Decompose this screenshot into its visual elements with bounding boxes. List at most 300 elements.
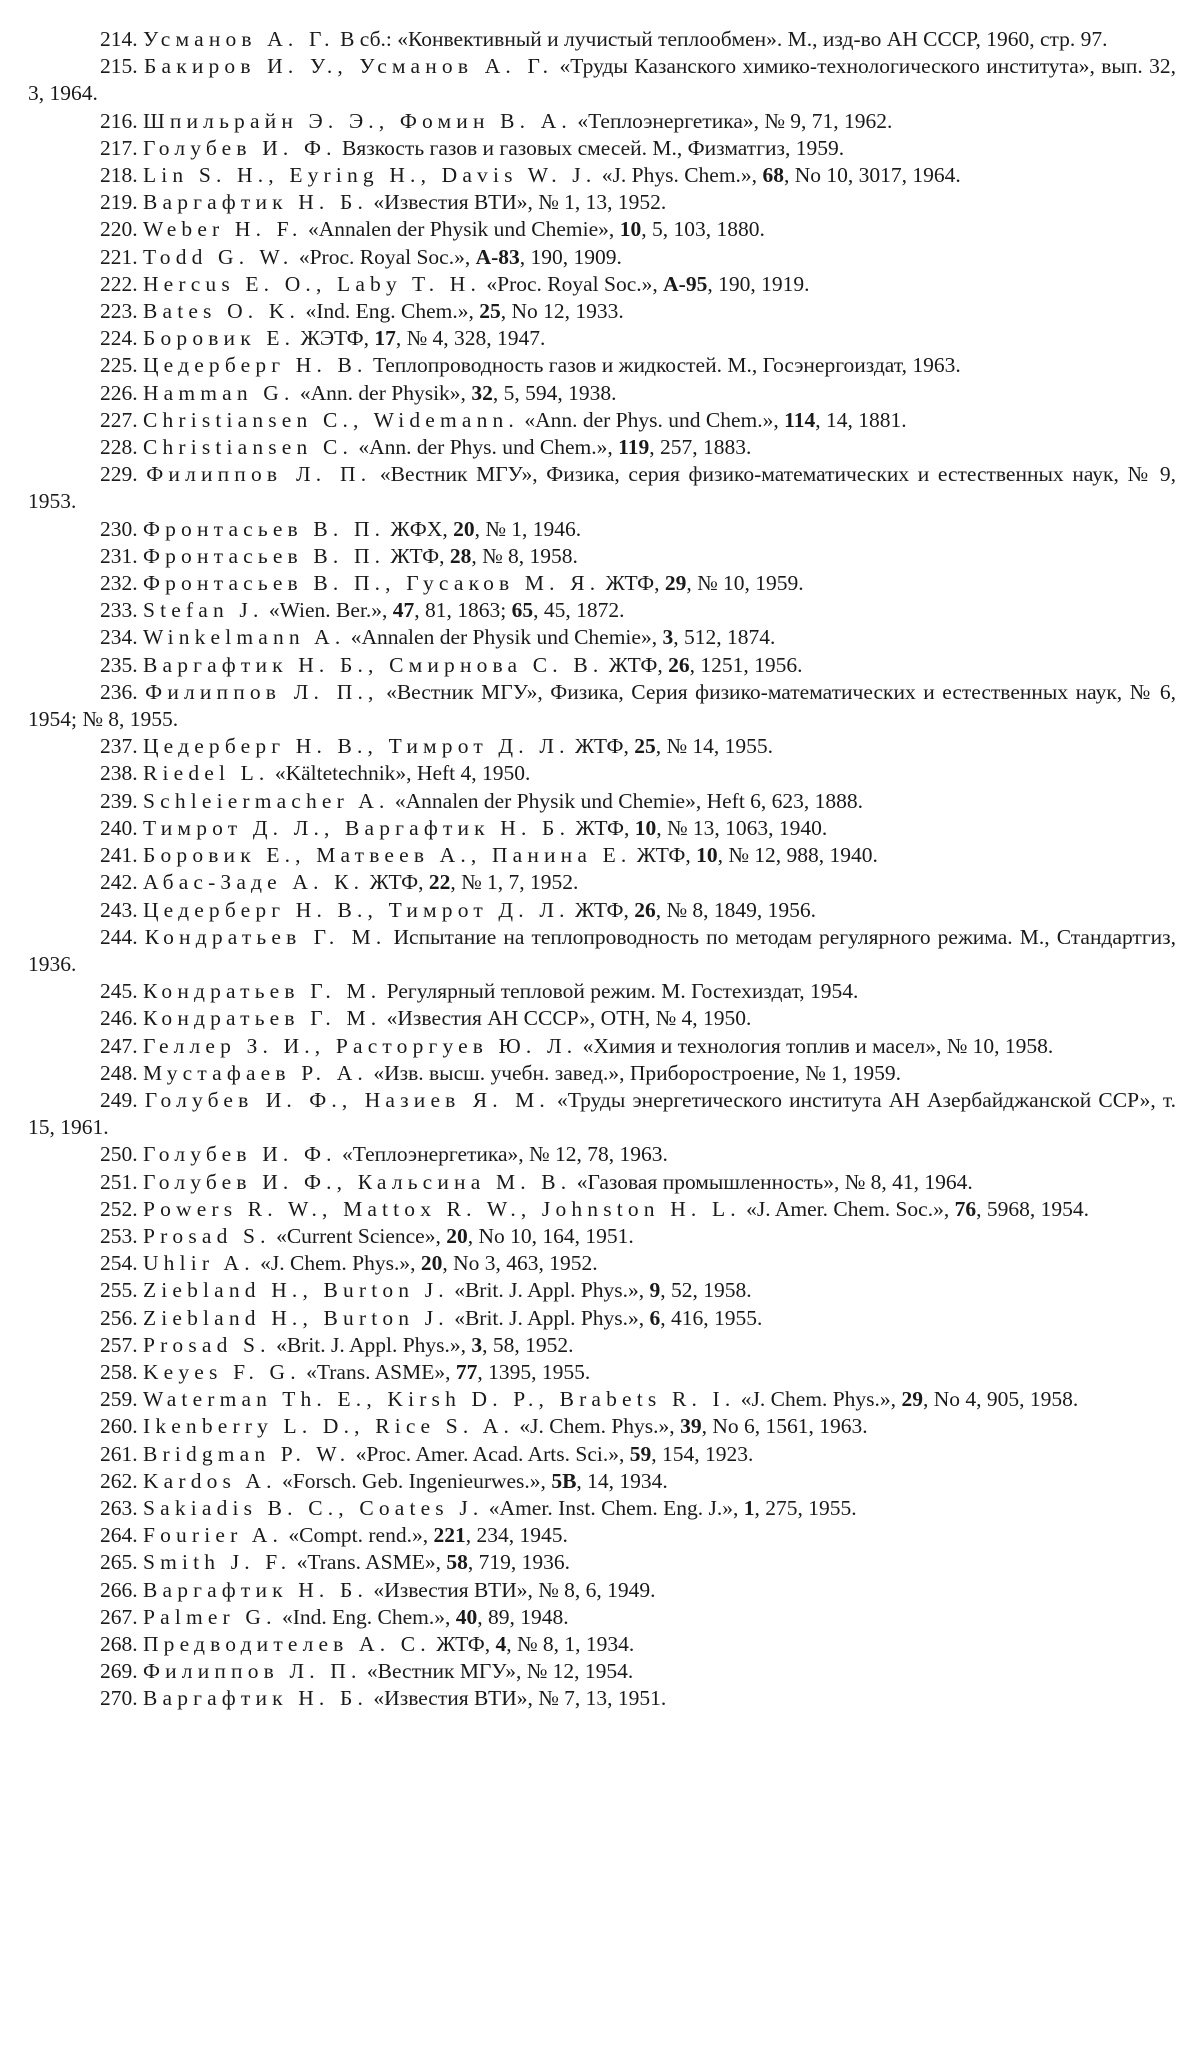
reference-number: 264. [100, 1523, 138, 1548]
reference-volume: 10 [619, 217, 642, 242]
reference-item [28, 1685, 1176, 1712]
reference-text: «Вестник МГУ», Физика, Серия физико-математических и естественных наук, № 6, 1954; № 8, 1955. [28, 679, 1177, 732]
reference-authors: Фронтасьев В. П., Гусаков М. Я. [143, 571, 601, 596]
reference-text: «Proc. Amer. Acad. Arts. Sci.», [350, 1441, 630, 1466]
reference-volume: 3 [471, 1332, 483, 1357]
reference-item [28, 652, 1176, 679]
reference-authors: Боровик Е. [143, 326, 296, 351]
reference-text: «Annalen der Physik und Chemie», Heft 6, 623, 1888. [389, 788, 864, 813]
reference-number: 216. [100, 108, 138, 133]
reference-number: 258. [100, 1359, 138, 1384]
reference-item [28, 407, 1176, 434]
reference-text: «Annalen der Physik und Chemie», [345, 625, 663, 650]
reference-item [28, 26, 1176, 53]
reference-authors: Кондратьев Г. М. [143, 979, 382, 1004]
reference-number: 219. [100, 190, 138, 215]
reference-item [28, 1169, 1176, 1196]
reference-text: «Proc. Royal Soc.», [481, 271, 664, 296]
reference-item [28, 352, 1176, 379]
reference-text: «Brit. J. Appl. Phys.», [270, 1332, 472, 1357]
reference-item [28, 1250, 1176, 1277]
reference-authors: Цедерберг Н. В., Тимрот Д. Л. [143, 734, 570, 759]
reference-number: 230. [100, 516, 138, 541]
reference-number: 217. [100, 135, 138, 160]
reference-volume: 68 [762, 163, 784, 188]
reference-authors: Fourier A. [143, 1523, 283, 1548]
reference-volume: 114 [784, 407, 816, 432]
reference-number: 248. [100, 1060, 138, 1085]
reference-volume: 5B [551, 1468, 577, 1493]
reference-number: 225. [100, 353, 138, 378]
reference-volume: 9 [649, 1278, 661, 1303]
reference-text: «Annalen der Physik und Chemie», [302, 217, 620, 242]
reference-number: 229. [100, 462, 138, 487]
reference-authors: Филиппов Л. П. [143, 1659, 362, 1684]
reference-text: ЖТФ, [569, 734, 635, 759]
reference-text: «Proc. Royal Soc.», [293, 244, 476, 269]
reference-authors: Sakiadis B. C., Coates J. [143, 1495, 484, 1520]
reference-item [28, 244, 1176, 271]
reference-text: , № 1, 7, 1952. [450, 870, 579, 895]
reference-text: «J. Amer. Chem. Soc.», [740, 1196, 955, 1221]
reference-number: 250. [100, 1142, 138, 1167]
reference-text: «Труды Казанского химико-технологического института», вып. 32, 3, 1964. [28, 54, 1177, 106]
reference-text: «Известия АН СССР», ОТН, № 4, 1950. [381, 1006, 752, 1031]
reference-number: 260. [100, 1414, 138, 1439]
reference-text: , No 10, 3017, 1964. [783, 163, 961, 188]
reference-item [28, 1359, 1176, 1386]
reference-volume: 77 [455, 1359, 478, 1384]
reference-text: , 512, 1874. [673, 625, 776, 650]
reference-item [28, 135, 1176, 162]
reference-text: «J. Chem. Phys.», [735, 1387, 902, 1412]
reference-authors: Palmer G. [143, 1604, 277, 1629]
reference-authors: Цедерберг Н. В. [143, 353, 368, 378]
reference-text: , No 12, 1933. [500, 299, 624, 324]
reference-authors: Todd G. W. [143, 244, 294, 269]
reference-item [28, 1549, 1176, 1576]
reference-text: «Brit. J. Appl. Phys.», [448, 1278, 650, 1303]
reference-text: ЖТФ, [631, 843, 697, 868]
reference-text: «Trans. ASME», [300, 1359, 456, 1384]
reference-item [28, 1468, 1176, 1495]
reference-volume: 28 [449, 543, 472, 568]
reference-text: «Ind. Eng. Chem.», [300, 299, 480, 324]
reference-text: , № 8, 1958. [471, 543, 578, 568]
reference-number: 220. [100, 217, 138, 242]
reference-authors: Цедерберг Н. В., Тимрот Д. Л. [143, 897, 570, 922]
reference-authors: Ziebland H., Burton J. [143, 1278, 449, 1303]
reference-number: 226. [100, 380, 138, 405]
reference-text: , № 12, 988, 1940. [717, 843, 878, 868]
reference-text: , No 10, 164, 1951. [467, 1223, 634, 1248]
reference-number: 235. [100, 652, 138, 677]
reference-text: , № 10, 1959. [686, 571, 804, 596]
reference-text: «Forsch. Geb. Ingenieurwes.», [276, 1468, 552, 1493]
reference-authors: Тимрот Д. Л., Варгафтик Н. Б. [143, 815, 571, 840]
reference-number: 215. [100, 54, 138, 79]
reference-text: , 14, 1881. [815, 407, 907, 432]
reference-number: 234. [100, 625, 138, 650]
reference-volume: 25 [634, 734, 656, 759]
reference-text: , 5968, 1954. [976, 1196, 1089, 1221]
reference-item [28, 570, 1176, 597]
reference-item [28, 271, 1176, 298]
reference-authors: Варгафтик Н. Б. [143, 190, 369, 215]
reference-volume: 59 [629, 1441, 652, 1466]
reference-authors: Waterman Th. E., Kirsh D. P., Brabets R. I. [143, 1387, 736, 1412]
reference-number: 267. [100, 1604, 138, 1629]
reference-item [28, 760, 1176, 787]
reference-item [28, 189, 1176, 216]
reference-item [28, 162, 1176, 189]
reference-text: «Известия ВТИ», № 7, 13, 1951. [368, 1686, 667, 1711]
reference-volume: 10 [696, 843, 718, 868]
reference-number: 238. [100, 761, 138, 786]
reference-authors: Голубев И. Ф., Кальсина М. В. [143, 1169, 572, 1194]
reference-authors: Абас-Заде А. К. [143, 870, 365, 895]
reference-authors: Uhlir A. [143, 1251, 255, 1276]
reference-text: «Trans. ASME», [291, 1550, 447, 1575]
reference-number: 244. [100, 924, 138, 949]
reference-item [28, 924, 1176, 978]
reference-text: «Current Science», [270, 1223, 447, 1248]
reference-item [28, 1413, 1176, 1440]
reference-volume: A-95 [663, 271, 708, 296]
reference-volume: 1 [743, 1495, 755, 1520]
reference-authors: Kardos A. [143, 1468, 277, 1493]
reference-volume: 17 [374, 326, 396, 351]
reference-authors: Варгафтик Н. Б., Смирнова С. В. [143, 652, 604, 677]
reference-text: , 5, 103, 1880. [641, 217, 765, 242]
reference-authors: Ziebland H., Burton J. [143, 1305, 449, 1330]
reference-text: , 234, 1945. [465, 1523, 568, 1548]
reference-number: 269. [100, 1659, 138, 1684]
reference-item [28, 978, 1176, 1005]
reference-number: 227. [100, 407, 138, 432]
reference-text: , 190, 1909. [519, 244, 622, 269]
reference-text: , № 1, 1946. [474, 516, 582, 541]
reference-volume: 20 [420, 1251, 443, 1276]
reference-authors: Keyes F. G. [143, 1359, 301, 1384]
reference-text: , 1395, 1955. [477, 1359, 591, 1384]
reference-text: , № 14, 1955. [655, 734, 774, 759]
reference-volume: 25 [479, 299, 501, 324]
reference-number: 249. [100, 1087, 138, 1112]
reference-text: «Вестник МГУ», № 12, 1954. [361, 1659, 634, 1684]
reference-authors: Bates O. K. [143, 299, 301, 324]
reference-volume: 39 [680, 1414, 702, 1439]
reference-number: 259. [100, 1387, 138, 1412]
reference-text: , 14, 1934. [576, 1468, 668, 1493]
reference-volume: 29 [901, 1387, 923, 1412]
reference-item [28, 1495, 1176, 1522]
reference-volume: 22 [428, 870, 451, 895]
reference-number: 263. [100, 1495, 138, 1520]
reference-item [28, 1196, 1176, 1223]
reference-item [28, 869, 1176, 896]
reference-number: 237. [100, 734, 138, 759]
reference-text: , 416, 1955. [660, 1305, 763, 1330]
reference-item [28, 1305, 1176, 1332]
reference-text: , 719, 1936. [467, 1550, 570, 1575]
reference-text: ЖТФ, [569, 897, 635, 922]
reference-item [28, 679, 1176, 733]
reference-item [28, 1658, 1176, 1685]
reference-authors: Winkelmann A. [143, 625, 346, 650]
reference-authors: Hamman G. [143, 380, 295, 405]
reference-volume: 4 [495, 1631, 507, 1656]
reference-text: «Газовая промышленность», № 8, 41, 1964. [571, 1169, 973, 1194]
reference-number: 232. [100, 571, 138, 596]
reference-text: ЖТФ, [603, 652, 669, 677]
reference-text: «Amer. Inst. Chem. Eng. J.», [483, 1495, 744, 1520]
reference-item [28, 1033, 1176, 1060]
reference-text: , № 13, 1063, 1940. [656, 815, 828, 840]
reference-authors: Riedel L. [143, 761, 270, 786]
reference-volume: 58 [446, 1550, 468, 1575]
reference-item [28, 298, 1176, 325]
reference-authors: Bridgman P. W. [143, 1441, 351, 1466]
reference-item [28, 1141, 1176, 1168]
reference-item [28, 1223, 1176, 1250]
reference-text: ЖТФ, [385, 543, 450, 568]
reference-item [28, 733, 1176, 760]
reference-number: 228. [100, 435, 138, 460]
reference-authors: Prosad S. [143, 1223, 271, 1248]
reference-item [28, 543, 1176, 570]
reference-text: ЖТФ, [600, 571, 665, 596]
reference-number: 214. [100, 27, 138, 51]
reference-text: «Ind. Eng. Chem.», [276, 1604, 456, 1629]
reference-volume: A-83 [475, 244, 520, 269]
reference-text: , No 4, 905, 1958. [922, 1387, 1079, 1412]
reference-item [28, 624, 1176, 651]
reference-authors: Боровик Е., Матвеев А., Панина Е. [143, 843, 632, 868]
reference-number: 242. [100, 870, 138, 895]
reference-text: «Ann. der Phys. und Chem.», [352, 435, 619, 460]
reference-authors: Powers R. W., Mattox R. W., Johnston H. L. [143, 1196, 741, 1221]
reference-item [28, 1277, 1176, 1304]
reference-authors: Фронтасьев В. П. [143, 516, 386, 541]
reference-volume: 76 [954, 1196, 977, 1221]
reference-item [28, 108, 1176, 135]
reference-item [28, 1060, 1176, 1087]
reference-text: Вязкость газов и газовых смесей. М., Физматгиз, 1959. [336, 135, 845, 160]
reference-item [28, 325, 1176, 352]
reference-number: 218. [100, 163, 138, 188]
reference-text: «Теплоэнергетика», № 9, 71, 1962. [571, 108, 893, 133]
reference-item [28, 1332, 1176, 1359]
reference-authors: Голубев И. Ф. [143, 135, 337, 160]
reference-text: , № 4, 328, 1947. [395, 326, 546, 351]
reference-item [28, 842, 1176, 869]
reference-authors: Hercus E. O., Laby T. H. [143, 271, 481, 296]
reference-text: , № 8, 1, 1934. [506, 1631, 635, 1656]
reference-item [28, 461, 1176, 515]
reference-number: 255. [100, 1278, 138, 1303]
reference-number: 254. [100, 1251, 138, 1276]
reference-authors: Stefan J. [143, 598, 264, 623]
reference-number: 245. [100, 979, 138, 1004]
reference-item [28, 53, 1176, 107]
reference-volume: 3 [662, 625, 674, 650]
reference-number: 262. [100, 1468, 138, 1493]
reference-volume: 221 [433, 1523, 466, 1548]
reference-authors: Lin S. H., Eyring H., Davis W. J. [143, 163, 597, 188]
reference-item [28, 1441, 1176, 1468]
reference-authors: Голубев И. Ф., Назиев Я. М. [144, 1087, 550, 1112]
reference-authors: Усманов А. Г. [143, 27, 335, 51]
reference-authors: Бакиров И. У., Усманов А. Г. [144, 54, 554, 79]
reference-text: , 45, 1872. [533, 598, 625, 623]
reference-number: 257. [100, 1332, 138, 1357]
reference-number: 268. [100, 1631, 138, 1656]
reference-number: 236. [100, 679, 138, 704]
reference-number: 233. [100, 598, 138, 623]
reference-volume: 6 [649, 1305, 661, 1330]
reference-authors: Weber H. F. [143, 217, 303, 242]
reference-volume: 10 [634, 815, 657, 840]
reference-authors: Кондратьев Г. М. [143, 1006, 382, 1031]
reference-authors: Шпильрайн Э. Э., Фомин В. А. [143, 108, 572, 133]
reference-number: 261. [100, 1441, 138, 1466]
reference-authors: Варгафтик Н. Б. [143, 1686, 369, 1711]
reference-text: Регулярный тепловой режим. М. Гостехиздат, 1954. [381, 979, 859, 1004]
reference-item [28, 1522, 1176, 1549]
reference-text: , 257, 1883. [649, 435, 752, 460]
reference-text: , 89, 1948. [477, 1604, 569, 1629]
reference-item [28, 897, 1176, 924]
reference-volume: 47 [392, 598, 415, 623]
reference-authors: Предводителев А. С. [143, 1631, 431, 1656]
reference-item [28, 1604, 1176, 1631]
reference-text: «Вестник МГУ», Физика, серия физико-математических и естественных наук, № 9, 1953. [28, 462, 1176, 514]
reference-number: 253. [100, 1223, 138, 1248]
reference-authors: Филиппов Л. П., [145, 679, 379, 704]
reference-number: 243. [100, 897, 138, 922]
reference-number: 270. [100, 1686, 138, 1711]
reference-text: «Ann. der Phys. und Chem.», [518, 407, 785, 432]
reference-number: 256. [100, 1305, 138, 1330]
reference-text: ЖТФ, [430, 1631, 496, 1656]
reference-text: , No 6, 1561, 1963. [701, 1414, 868, 1439]
reference-item [28, 788, 1176, 815]
reference-volume: 40 [455, 1604, 478, 1629]
reference-authors: Christiansen C. [143, 435, 353, 460]
reference-authors: Геллер З. И., Расторгуев Ю. Л. [143, 1033, 578, 1058]
reference-authors: Фронтасьев В. П. [143, 543, 386, 568]
reference-text: «Труды энергетического института АН Азербайджанской ССР», т. 15, 1961. [28, 1087, 1176, 1140]
reference-number: 241. [100, 843, 138, 868]
reference-number: 265. [100, 1550, 138, 1575]
reference-item [28, 380, 1176, 407]
reference-text: , 1251, 1956. [689, 652, 803, 677]
reference-text: ЖФХ, [385, 516, 454, 541]
reference-number: 239. [100, 788, 138, 813]
reference-text: «J. Chem. Phys.», [254, 1251, 421, 1276]
reference-text: «Wien. Ber.», [263, 598, 393, 623]
reference-number: 247. [100, 1033, 138, 1058]
reference-item [28, 1631, 1176, 1658]
reference-item [28, 434, 1176, 461]
reference-text: , 190, 1919. [707, 271, 810, 296]
reference-authors: Варгафтик Н. Б. [143, 1577, 369, 1602]
reference-text: , 52, 1958. [660, 1278, 752, 1303]
reference-item [28, 1386, 1176, 1413]
reference-number: 231. [100, 543, 138, 568]
reference-text: , 154, 1923. [651, 1441, 754, 1466]
reference-item [28, 1087, 1176, 1141]
reference-text: ЖЭТФ, [295, 326, 375, 351]
reference-number: 221. [100, 244, 138, 269]
reference-text: , № 8, 1849, 1956. [655, 897, 817, 922]
reference-volume: 32 [471, 380, 493, 405]
reference-volume: 65 [511, 598, 534, 623]
reference-text: «J. Phys. Chem.», [596, 163, 763, 188]
reference-item [28, 597, 1176, 624]
reference-number: 224. [100, 326, 138, 351]
reference-item [28, 1577, 1176, 1604]
reference-item [28, 1005, 1176, 1032]
reference-number: 251. [100, 1169, 138, 1194]
reference-item [28, 516, 1176, 543]
reference-number: 246. [100, 1006, 138, 1031]
reference-volume: 26 [668, 652, 690, 677]
reference-item [28, 216, 1176, 243]
reference-text: «Изв. высш. учебн. завед.», Приборостроение, № 1, 1959. [367, 1060, 901, 1085]
reference-volume: 29 [664, 571, 687, 596]
reference-authors: Christiansen C., Widemann. [143, 407, 519, 432]
reference-text: «Теплоэнергетика», № 12, 78, 1963. [336, 1142, 668, 1167]
reference-text: Испытание на теплопроводность по методам регулярного режима. М., Стандартгиз, 1936. [28, 924, 1177, 976]
reference-text: «Kältetechnik», Heft 4, 1950. [269, 761, 531, 786]
reference-authors: Филиппов Л. П. [146, 462, 372, 487]
reference-authors: Мустафаев Р. А. [143, 1060, 368, 1085]
reference-text: ЖТФ, [570, 815, 635, 840]
reference-authors: Prosad S. [143, 1332, 271, 1357]
reference-number: 222. [100, 271, 138, 296]
reference-number: 252. [100, 1196, 138, 1221]
reference-text: В сб.: «Конвективный и лучистый теплообмен». М., изд-во АН СССР, 1960, стр. 97. [334, 27, 1108, 51]
reference-text: ЖТФ, [364, 870, 429, 895]
reference-text: , 81, 1863; [414, 598, 512, 623]
reference-authors: Schleiermacher A. [143, 788, 390, 813]
reference-authors: Голубев И. Ф. [143, 1142, 337, 1167]
reference-volume: 26 [634, 897, 656, 922]
reference-text: «Известия ВТИ», № 8, 6, 1949. [368, 1577, 656, 1602]
reference-number: 240. [100, 815, 138, 840]
reference-authors: Ikenberry L. D., Rice S. A. [143, 1414, 514, 1439]
reference-text: «Известия ВТИ», № 1, 13, 1952. [368, 190, 667, 215]
reference-text: «Compt. rend.», [282, 1523, 434, 1548]
reference-text: «Ann. der Physik», [294, 380, 472, 405]
reference-volume: 20 [453, 516, 475, 541]
reference-authors: Smith J. F. [143, 1550, 292, 1575]
reference-text: Теплопроводность газов и жидкостей. М., Госэнергоиздат, 1963. [367, 353, 961, 378]
reference-text: «J. Chem. Phys.», [514, 1414, 681, 1439]
reference-volume: 20 [446, 1223, 468, 1248]
reference-text: , 5, 594, 1938. [492, 380, 617, 405]
reference-number: 223. [100, 299, 138, 324]
reference-item [28, 815, 1176, 842]
reference-list [28, 26, 1176, 1713]
reference-text: «Химия и технология топлив и масел», № 10, 1958. [577, 1033, 1054, 1058]
reference-volume: 119 [618, 435, 650, 460]
reference-text: , 275, 1955. [754, 1495, 857, 1520]
reference-text: , 58, 1952. [482, 1332, 574, 1357]
reference-number: 266. [100, 1577, 138, 1602]
